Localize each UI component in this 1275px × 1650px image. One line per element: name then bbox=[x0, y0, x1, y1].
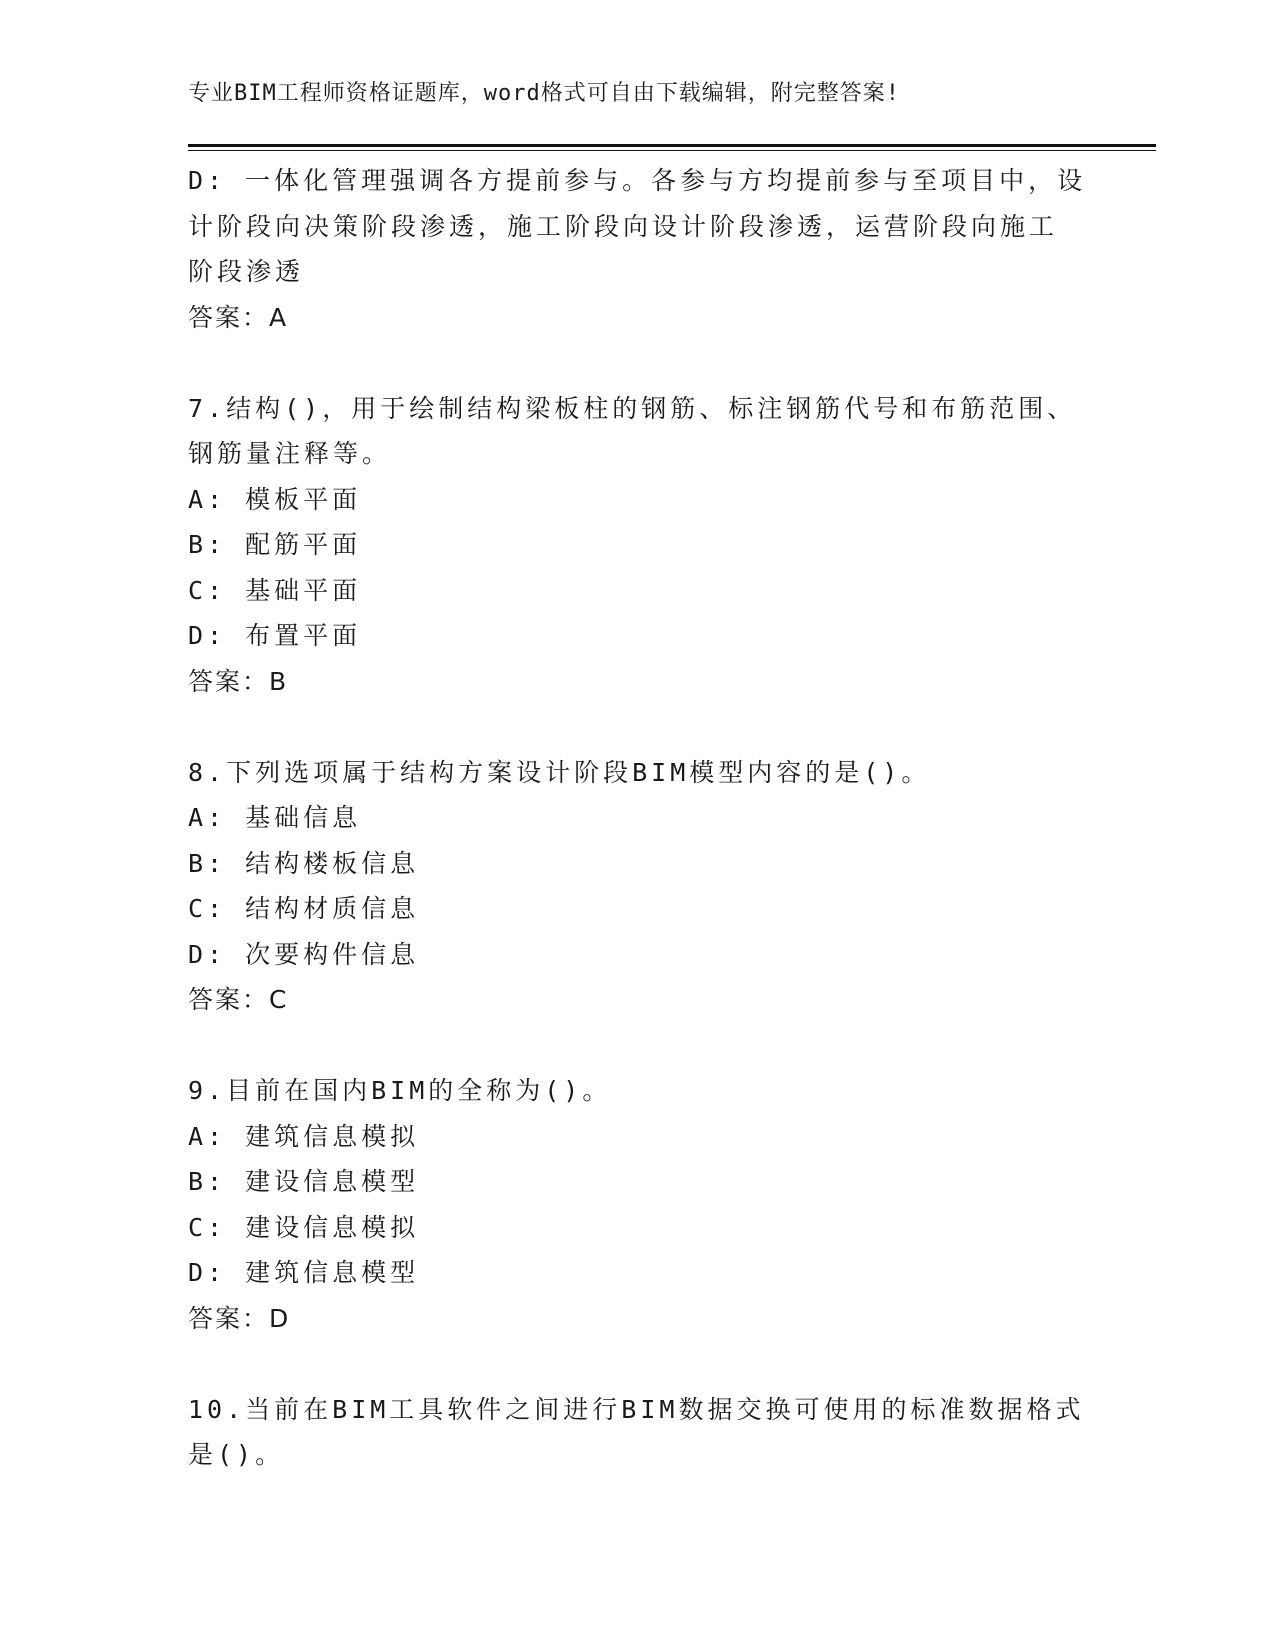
document-body bbox=[188, 158, 1088, 1478]
question-7 bbox=[188, 386, 1088, 705]
answer-line: 答案：D bbox=[188, 1303, 291, 1333]
option-a: A: 模板平面 bbox=[188, 484, 362, 514]
question-8 bbox=[188, 750, 1088, 1023]
question-stem: 钢筋量注释等。 bbox=[188, 439, 392, 468]
spacer bbox=[188, 340, 1088, 386]
option-b: B: 结构楼板信息 bbox=[188, 848, 420, 878]
question-10 bbox=[188, 1387, 1088, 1478]
option-c: C: 建设信息模拟 bbox=[188, 1212, 420, 1242]
question-stem: 7.结构()，用于绘制结构梁板柱的钢筋、标注钢筋代号和布筋范围、 bbox=[188, 393, 1077, 423]
option-c: C: 结构材质信息 bbox=[188, 894, 420, 923]
option-d-line: 计阶段向决策阶段渗透，施工阶段向设计阶段渗透，运营阶段向施工 bbox=[188, 211, 1059, 241]
spacer bbox=[188, 704, 1088, 750]
spacer bbox=[188, 1341, 1088, 1387]
option-b: B: 建设信息模型 bbox=[188, 1167, 420, 1196]
page-header: 专业BIM工程师资格证题库，word格式可自由下载编辑，附完整答案! bbox=[188, 81, 900, 106]
header-rule-thin bbox=[188, 150, 1156, 151]
question-stem: 9.目前在国内BIM的全称为()。 bbox=[188, 1076, 612, 1105]
header-rule-thick bbox=[188, 144, 1156, 147]
option-d: D: 布置平面 bbox=[188, 621, 362, 650]
question-9 bbox=[188, 1068, 1088, 1341]
question-6-continuation bbox=[188, 158, 1088, 340]
answer-line: 答案：A bbox=[188, 302, 289, 332]
option-d-line: D: 一体化管理强调各方提前参与。各参与方均提前参与至项目中，设 bbox=[188, 166, 1087, 195]
spacer bbox=[188, 1023, 1088, 1069]
option-d: D: 次要构件信息 bbox=[188, 939, 420, 969]
option-d-line: 阶段渗透 bbox=[188, 257, 305, 286]
question-stem: 8.下列选项属于结构方案设计阶段BIM模型内容的是()。 bbox=[188, 757, 931, 787]
option-c: C: 基础平面 bbox=[188, 575, 362, 605]
option-a: A: 建筑信息模拟 bbox=[188, 1121, 420, 1151]
answer-line: 答案：C bbox=[188, 985, 289, 1014]
answer-line: 答案：B bbox=[188, 666, 289, 696]
option-b: B: 配筋平面 bbox=[188, 530, 362, 559]
option-a: A: 基础信息 bbox=[188, 803, 362, 832]
option-d: D: 建筑信息模型 bbox=[188, 1258, 420, 1287]
question-stem: 是()。 bbox=[188, 1440, 285, 1469]
question-stem: 10.当前在BIM工具软件之间进行BIM数据交换可使用的标准数据格式 bbox=[188, 1394, 1085, 1424]
